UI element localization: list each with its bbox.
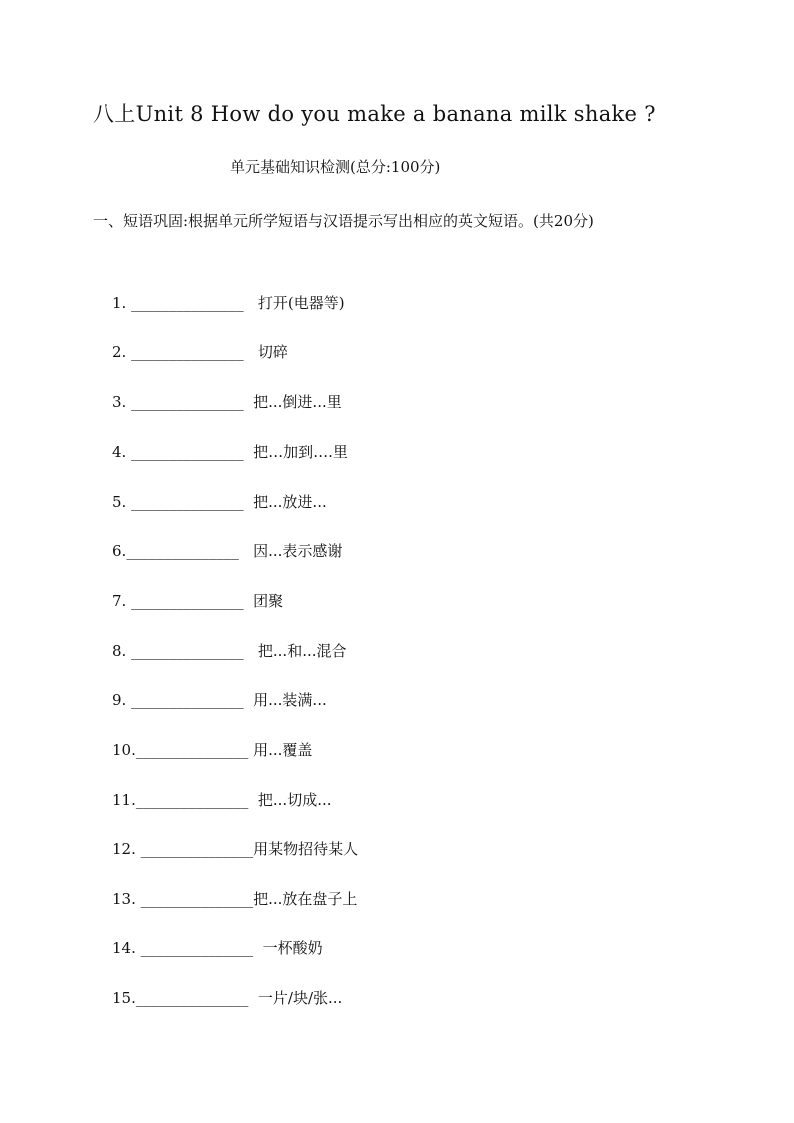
page-title: 八上Unit 8 How do you make a banana milk shake ? (93, 102, 656, 126)
answer-blank[interactable]: _______________ (140, 890, 254, 908)
item-number: 3. (112, 393, 132, 411)
chinese-hint: 用...覆盖 (248, 741, 313, 759)
exercise-item-2 (112, 341, 288, 363)
exercise-item-9 (112, 689, 327, 711)
answer-blank[interactable]: _______________ (131, 691, 244, 709)
exercise-item-7 (112, 590, 283, 612)
item-number: 2. (112, 343, 132, 361)
item-number: 8. (112, 642, 132, 660)
exercise-item-3 (112, 391, 342, 413)
exercise-item-4 (112, 441, 348, 463)
chinese-hint: 把...放进... (243, 493, 327, 511)
exercise-item-11 (112, 789, 332, 811)
chinese-hint: 团聚 (243, 592, 284, 610)
item-number: 15. (112, 989, 136, 1007)
item-number: 5. (112, 493, 132, 511)
chinese-hint: 把...切成... (248, 791, 332, 809)
answer-blank[interactable]: _______________ (131, 343, 244, 361)
chinese-hint: 把...倒进...里 (243, 393, 342, 411)
chinese-hint: 一杯酸奶 (253, 939, 323, 957)
answer-blank[interactable]: _______________ (135, 791, 249, 809)
chinese-hint: 一片/块/张... (248, 989, 343, 1007)
chinese-hint: 把...和...混合 (243, 642, 347, 660)
answer-blank[interactable]: _______________ (135, 989, 249, 1007)
item-number: 12. (112, 840, 141, 858)
chinese-hint: 把…加到….里 (243, 443, 348, 461)
exercise-item-10 (112, 739, 312, 761)
answer-blank[interactable]: _______________ (135, 741, 249, 759)
chinese-hint: 用...装满... (243, 691, 327, 709)
answer-blank[interactable]: _______________ (131, 294, 244, 312)
answer-blank[interactable]: _______________ (131, 493, 244, 511)
chinese-hint: 把...放在盘子上 (253, 890, 358, 908)
chinese-hint: 打开(电器等) (243, 294, 345, 312)
item-number: 4. (112, 443, 132, 461)
item-number: 9. (112, 691, 132, 709)
exercise-item-14 (112, 937, 323, 959)
answer-blank[interactable]: _______________ (131, 592, 244, 610)
answer-blank[interactable]: _______________ (131, 443, 244, 461)
chinese-hint: 因...表示感谢 (238, 542, 343, 560)
answer-blank[interactable]: _______________ (131, 393, 244, 411)
item-number: 13. (112, 890, 141, 908)
exercise-item-6 (112, 540, 342, 562)
exercise-item-13 (112, 888, 357, 910)
section-instruction: 一、短语巩固:根据单元所学短语与汉语提示写出相应的英文短语。(共20分) (93, 212, 594, 230)
exercise-item-5 (112, 491, 327, 513)
item-number: 6. (112, 542, 127, 560)
item-number: 1. (112, 294, 132, 312)
answer-blank[interactable]: _______________ (140, 840, 254, 858)
item-number: 14. (112, 939, 141, 957)
page-subtitle: 单元基础知识检测(总分:100分) (230, 158, 441, 176)
item-number: 11. (112, 791, 136, 809)
chinese-hint: 用某物招待某人 (253, 840, 359, 858)
exercise-item-12 (112, 838, 358, 860)
chinese-hint: 切碎 (243, 343, 288, 361)
answer-blank[interactable]: _______________ (126, 542, 239, 560)
item-number: 10. (112, 741, 136, 759)
item-number: 7. (112, 592, 132, 610)
answer-blank[interactable]: _______________ (140, 939, 254, 957)
exercise-item-8 (112, 640, 347, 662)
exercise-item-15 (112, 987, 342, 1009)
exercise-item-1 (112, 292, 345, 314)
answer-blank[interactable]: _______________ (131, 642, 244, 660)
